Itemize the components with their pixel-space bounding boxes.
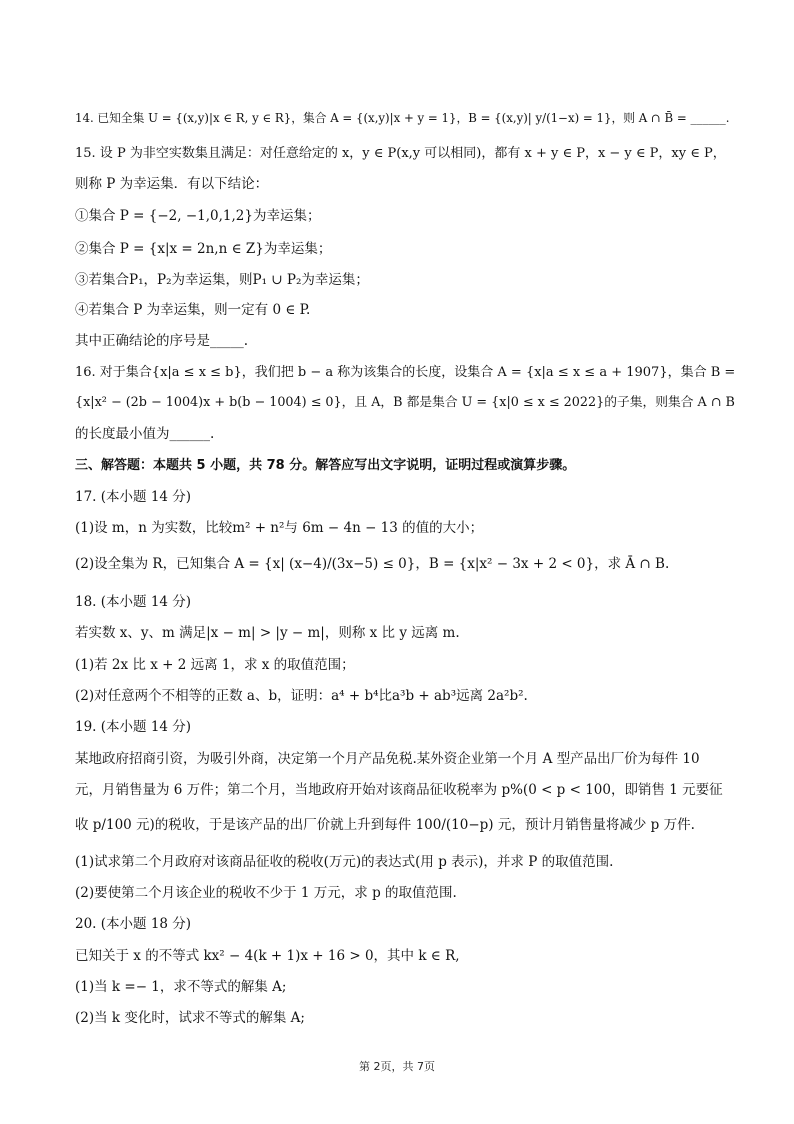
conclusion-1: ①集合 P = {−2, −1,0,1,2}为幸运集； — [75, 208, 321, 224]
question-19-part-1: (1)试求第二个月政府对该商品征收的税收(万元)的表达式(用 p 表示)，并求 P 的取值范围. — [75, 854, 614, 870]
question-15: 15. 设 P 为非空实数集且满足：对任意给定的 x，y ∈ P(x,y 可以相同)，都有 x + y ∈ P，x − y ∈ P，xy ∈ P， — [75, 146, 726, 161]
conclusion-4: ④若集合 P 为幸运集，则一定有 0 ∈ P. — [75, 302, 311, 318]
conclusion-2: ②集合 P = {x|x = 2n,n ∈ Z}为幸运集； — [75, 241, 332, 257]
question-19-header: 19. (本小题 14 分) — [75, 719, 192, 735]
question-14: 14. 已知全集 U = {(x,y)|x ∈ R, y ∈ R}，集合 A = {(x,y)|x + y = 1}，B = {(x,y)| y/(1−x) = 1}，则 A ∩ B̄ = ______. — [75, 111, 730, 125]
question-16-cont: {x|x² − (2b − 1004)x + b(b − 1004) ≤ 0}，且 A，B 都是集合 U = {x|0 ≤ x ≤ 2022}的子集，则集合 A ∩ B — [75, 395, 735, 410]
question-17-part-1: (1)设 m，n 为实数，比较m² + n²与 6m − 4n − 13 的值的大小； — [75, 520, 484, 536]
question-15-ask: 其中正确结论的序号是_____. — [75, 333, 249, 349]
question-19-part-2: (2)要使第二个月该企业的税收不少于 1 万元，求 p 的取值范围. — [75, 885, 457, 901]
question-19-stem-1: 某地政府招商引资，为吸引外商，决定第一个月产品免税.某外资企业第一个月 A 型产品出厂价为每件 10 — [75, 751, 700, 767]
question-19-stem-3: 收 p/100 元)的税收，于是该产品的出厂价就上升到每件 100/(10−p) 元，预计月销售量将减少 p 万件. — [75, 817, 695, 833]
question-18-part-1: (1)若 2x 比 x + 2 远离 1，求 x 的取值范围； — [75, 657, 355, 673]
question-17-header: 17. (本小题 14 分) — [75, 489, 192, 505]
question-16: 16. 对于集合{x|a ≤ x ≤ b}，我们把 b − a 称为该集合的长度，设集合 A = {x|a ≤ x ≤ a + 1907}，集合 B = — [75, 365, 736, 380]
section-heading: 三、解答题：本题共 5 小题，共 78 分。解答应写出文字说明，证明过程或演算步骤。 — [75, 458, 576, 473]
question-17-part-2: (2)设全集为 R，已知集合 A = {x| (x−4)/(3x−5) ≤ 0}，B = {x|x² − 3x + 2 < 0}，求 Ā ∩ B. — [75, 556, 670, 572]
question-20-part-1: (1)当 k =− 1，求不等式的解集 A; — [75, 979, 287, 995]
page-footer: 第 2页，共 7页 — [359, 1060, 435, 1073]
question-15-cont: 则称 P 为幸运集．有以下结论： — [75, 176, 269, 192]
question-20-part-2: (2)当 k 变化时，试求不等式的解集 A; — [75, 1010, 305, 1026]
question-18-part-2: (2)对任意两个不相等的正数 a、b，证明：a⁴ + b⁴比a³b + ab³远离 2a²b². — [75, 688, 528, 704]
question-18-stem: 若实数 x、y、m 满足|x − m| > |y − m|，则称 x 比 y 远离 m. — [75, 625, 460, 641]
question-16-ask: 的长度最小值为______. — [75, 426, 215, 442]
conclusion-3: ③若集合P₁，P₂为幸运集，则P₁ ∪ P₂为幸运集； — [75, 272, 369, 288]
question-20-stem: 已知关于 x 的不等式 kx² − 4(k + 1)x + 16 > 0，其中 k ∈ R, — [75, 948, 460, 964]
question-19-stem-2: 元，月销售量为 6 万件；第二个月，当地政府开始对该商品征收税率为 p%(0 < p < 100，即销售 1 元要征 — [75, 782, 723, 798]
question-18-header: 18. (本小题 14 分) — [75, 594, 192, 610]
question-20-header: 20. (本小题 18 分) — [75, 916, 192, 932]
